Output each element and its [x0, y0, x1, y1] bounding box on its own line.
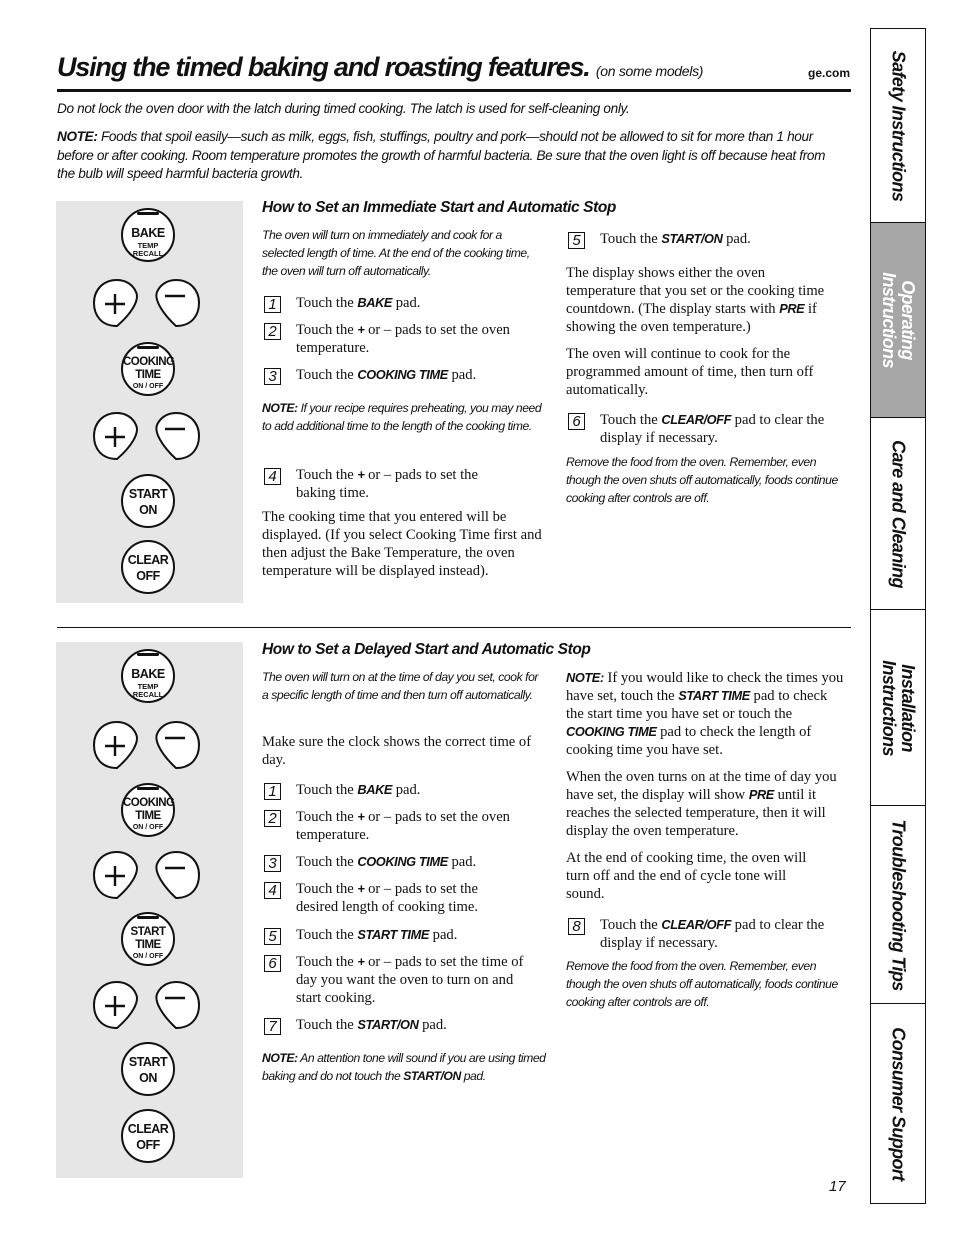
tab-safety-instructions[interactable]: Safety Instructions — [871, 29, 925, 223]
page-title: Using the timed baking and roasting features. (on some models) — [57, 52, 704, 82]
minus-pad[interactable] — [152, 411, 200, 461]
title-rule — [57, 89, 851, 92]
section-divider — [57, 627, 851, 628]
start-on-pad[interactable]: START ON — [121, 1042, 175, 1096]
minus-pad[interactable] — [152, 980, 200, 1030]
plus-pad[interactable] — [93, 850, 141, 900]
tab-operating-instructions[interactable]: Operating Instructions — [871, 223, 925, 418]
bake-pad[interactable]: BAKE TEMP RECALL — [121, 649, 175, 703]
tab-troubleshooting-tips[interactable]: Troubleshooting Tips — [871, 806, 925, 1004]
plus-pad[interactable] — [93, 980, 141, 1030]
clock-para: Make sure the clock shows the correct time of day. — [262, 734, 532, 768]
delayed-lead: The oven will turn on at the time of day you set, cook for a specific length of time and then turn off automatically. — [262, 670, 539, 702]
plus-pad[interactable] — [93, 720, 141, 770]
page-number: 17 — [829, 1178, 846, 1195]
tab-care-and-cleaning[interactable]: Care and Cleaning — [871, 418, 925, 610]
attention-tone-note: NOTE: An attention tone will sound if you are using timed baking and do not touch the START/ON pad. — [262, 1051, 546, 1083]
control-pad-panel-immediate — [56, 201, 243, 603]
plus-pad[interactable] — [93, 411, 141, 461]
control-pad-panel-delayed — [56, 642, 243, 1178]
section-tabs — [870, 28, 926, 1204]
clear-off-pad[interactable]: CLEAR OFF — [121, 540, 175, 594]
cooking-time-pad[interactable]: COOKING TIME ON / OFF — [121, 783, 175, 837]
preheat-note: NOTE: If your recipe requires preheating, you may need to add additional time to the length of the cooking time. — [262, 401, 542, 433]
remove-food-para: Remove the food from the oven. Remember, even though the oven shuts off automatically, foods continue cooking after controls are off. — [566, 959, 838, 1009]
cooking-time-display-para: The cooking time that you entered will be displayed. (If you select Cooking Time first and then adjust the Bake Temperature, the oven temperature will be displayed instead). — [262, 509, 542, 579]
page-subtitle: (on some models) — [595, 63, 704, 79]
end-of-cooking-para: At the end of cooking time, the oven will turn off and the end of cycle tone will sound. — [566, 850, 807, 902]
continue-para: The oven will continue to cook for the programmed amount of time, then turn off automatically. — [566, 346, 814, 398]
bake-pad[interactable]: BAKE TEMP RECALL — [121, 208, 175, 262]
plus-pad[interactable] — [93, 278, 141, 328]
intro-note: NOTE: Foods that spoil easily—such as milk, eggs, fish, stuffings, poultry and pork—should not be allowed to sit for more than 1 hour before or after cooking. Room temperature promotes the growth of harmful bacteria. Be sure that the oven light is off because heat from the bulb will speed harmful bacteria growth. — [57, 129, 826, 181]
clear-off-pad[interactable]: CLEAR OFF — [121, 1109, 175, 1163]
start-time-pad[interactable]: START TIME ON / OFF — [121, 912, 175, 966]
delayed-start-heading: How to Set a Delayed Start and Automatic Stop — [262, 641, 591, 658]
latch-warning: Do not lock the oven door with the latch during timed cooking. The latch is used for self-cleaning only. — [57, 101, 630, 116]
cooking-time-pad[interactable]: COOKING TIME ON / OFF — [121, 342, 175, 396]
minus-pad[interactable] — [152, 720, 200, 770]
remove-food-para: Remove the food from the oven. Remember, even though the oven shuts off automatically, foods continue cooking after controls are off. — [566, 455, 838, 505]
immediate-lead: The oven will turn on immediately and cook for a selected length of time. At the end of the cooking time, the oven will turn off automatically. — [262, 228, 530, 278]
minus-pad[interactable] — [152, 278, 200, 328]
pre-display-para: When the oven turns on at the time of day you have set, the display will show PRE until it reaches the selected temperature, then it will display the oven temperature. — [566, 769, 837, 839]
site-url: ge.com — [807, 66, 850, 80]
check-times-note: NOTE: If you would like to check the times you have set, touch the START TIME pad to check the start time you have set or touch the COOKING TIME pad to check the length of cooking time you have set. — [566, 670, 844, 758]
immediate-start-heading: How to Set an Immediate Start and Automatic Stop — [262, 199, 616, 216]
start-on-pad[interactable]: START ON — [121, 474, 175, 528]
minus-pad[interactable] — [152, 850, 200, 900]
tab-installation-instructions[interactable]: Installation Instructions — [871, 610, 925, 806]
tab-consumer-support[interactable]: Consumer Support — [888, 1026, 909, 1181]
display-para: The display shows either the oven temperature that you set or the cooking time countdown. (The display starts with PRE if showing the oven temperature.) — [566, 265, 825, 335]
